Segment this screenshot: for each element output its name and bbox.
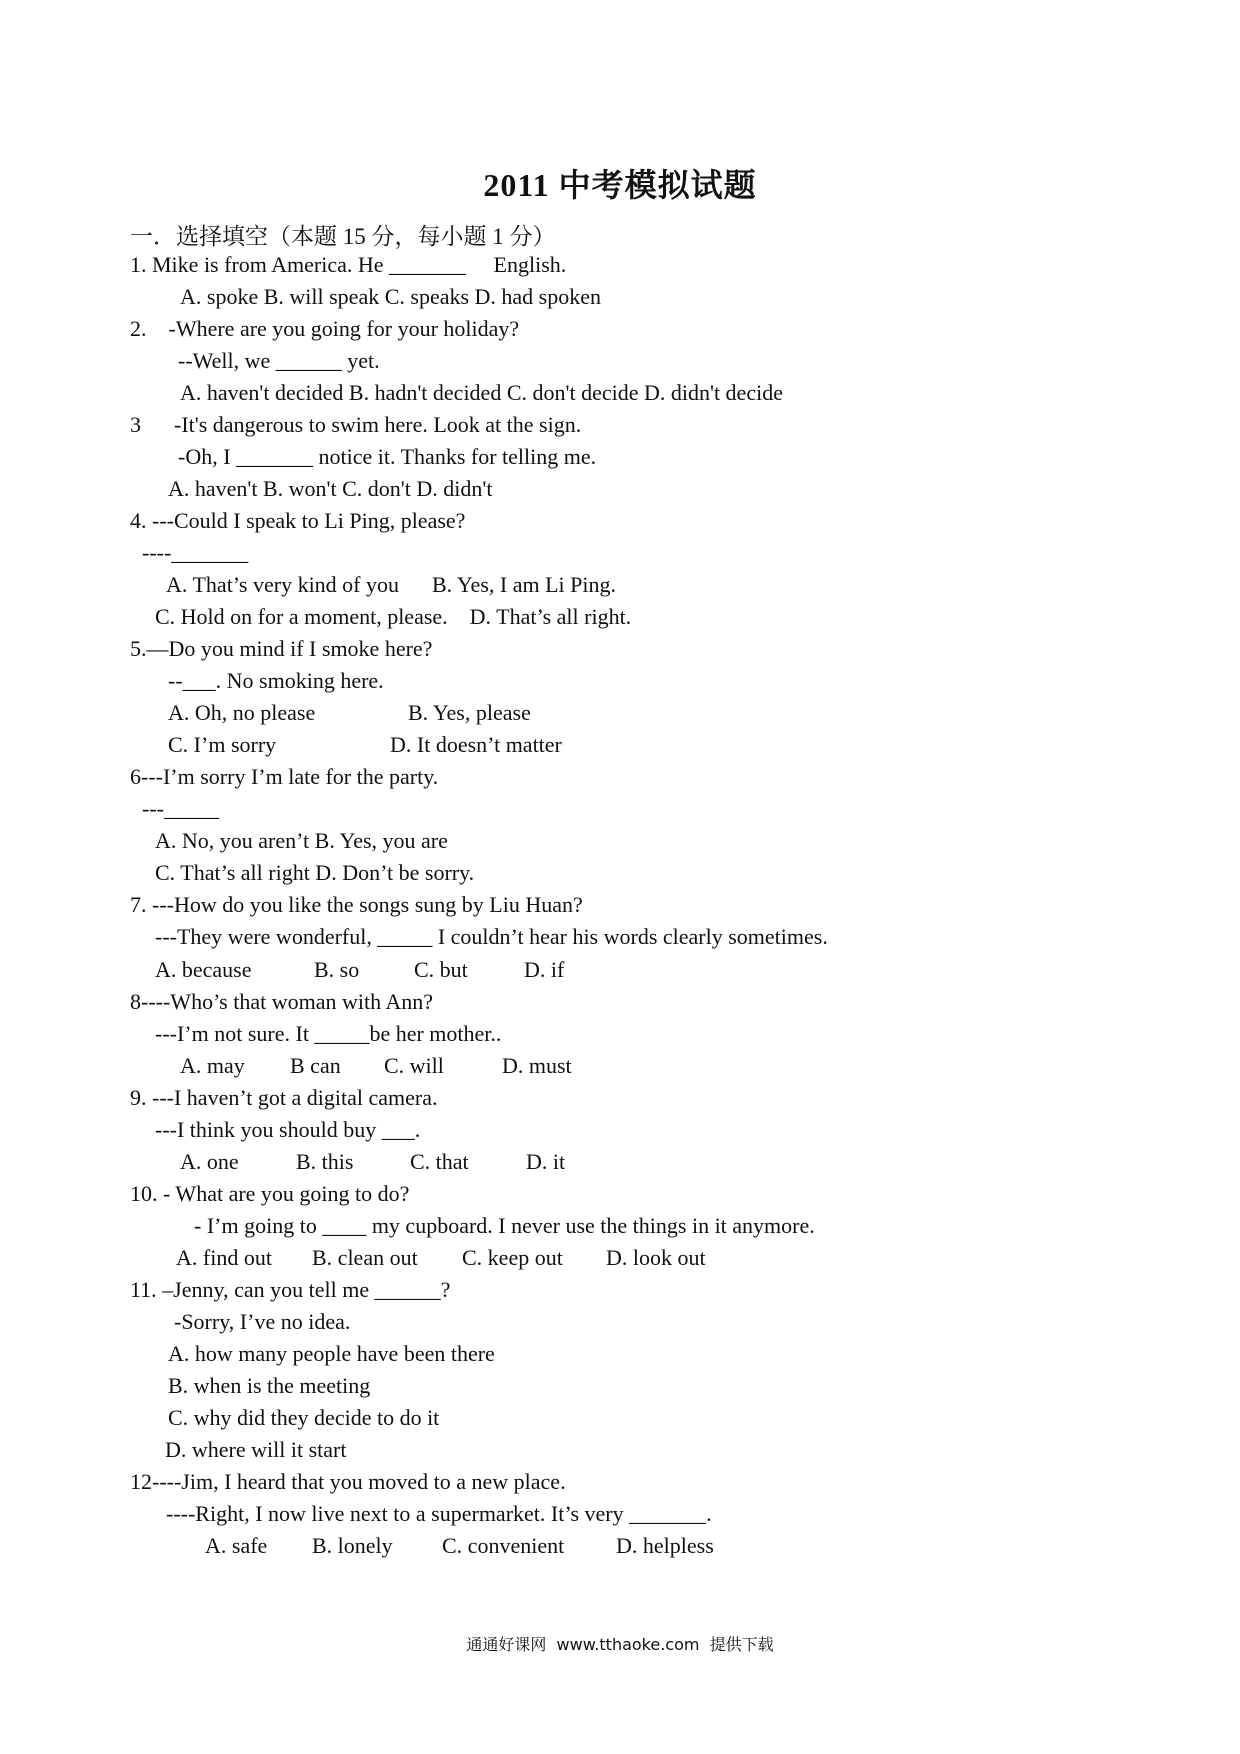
question-9-option-b: B. this [296,1149,354,1174]
question-9-option-d: D. it [526,1149,566,1174]
question-12-option-a: A. safe [205,1533,268,1558]
question-4-stem: 4. ---Could I speak to Li Ping, please? [130,508,466,533]
question-5-option-c: C. I’m sorry [168,732,277,757]
question-4-reply: ----_______ [142,540,249,565]
question-1-stem: 1. Mike is from America. He _______ English. [130,252,567,277]
question-7-option-c: C. but [414,957,468,982]
question-10-reply: - I’m going to ____ my cupboard. I never use the things in it anymore. [194,1213,815,1238]
question-5-reply: --___. No smoking here. [168,668,384,693]
question-8-reply: ---I’m not sure. It _____be her mother.. [155,1021,502,1046]
question-11-reply: -Sorry, I’ve no idea. [174,1309,351,1334]
page-title: 2011 中考模拟试题 [483,167,757,203]
question-11-stem: 11. –Jenny, can you tell me ______? [130,1277,451,1302]
section-heading: 一．选择填空（本题 15 分，每小题 1 分） [130,224,556,249]
question-10-option-b: B. clean out [312,1245,418,1270]
question-12-option-c: C. convenient [442,1533,565,1558]
question-7-option-b: B. so [314,957,360,982]
question-6-options-row2: C. That’s all right D. Don’t be sorry. [155,860,475,885]
question-9-reply: ---I think you should buy ___. [155,1117,421,1142]
question-10-option-c: C. keep out [462,1245,563,1270]
question-3-reply: -Oh, I _______ notice it. Thanks for telling me. [178,444,597,469]
question-2-stem: 2. -Where are you going for your holiday? [130,316,520,341]
question-12-reply: ----Right, I now live next to a supermarket. It’s very _______. [166,1501,712,1526]
question-11-option-a: A. how many people have been there [168,1341,495,1366]
question-11-option-b: B. when is the meeting [168,1373,371,1398]
question-4-options-row2: C. Hold on for a moment, please. D. That’s all right. [155,604,632,629]
question-10-stem: 10. - What are you going to do? [130,1181,410,1206]
question-12-option-d: D. helpless [616,1533,714,1558]
question-9-option-a: A. one [180,1149,239,1174]
question-9-option-c: C. that [410,1149,469,1174]
question-7-reply: ---They were wonderful, _____ I couldn’t hear his words clearly sometimes. [155,924,828,949]
question-6-options-row1: A. No, you aren’t B. Yes, you are [155,828,448,853]
question-8-option-a: A. may [180,1053,245,1078]
question-4-options-row1: A. That’s very kind of you B. Yes, I am Li Ping. [166,572,616,597]
question-5-stem: 5.—Do you mind if I smoke here? [130,636,433,661]
footer-credit: 通通好课网 www.tthaoke.com 提供下载 [466,1635,774,1654]
question-8-option-c: C. will [384,1053,444,1078]
question-11-option-d: D. where will it start [165,1437,347,1462]
question-5-option-b: B. Yes, please [408,700,531,725]
question-12-option-b: B. lonely [312,1533,393,1558]
question-7-stem: 7. ---How do you like the songs sung by Liu Huan? [130,892,583,917]
question-1-options: A. spoke B. will speak C. speaks D. had spoken [180,284,602,309]
question-10-option-a: A. find out [176,1245,272,1270]
question-2-reply: --Well, we ______ yet. [178,348,380,373]
question-6-reply: ---_____ [142,796,219,821]
question-5-option-d: D. It doesn’t matter [390,732,562,757]
question-2-options: A. haven't decided B. hadn't decided C. don't decide D. didn't decide [180,380,783,405]
question-7-option-a: A. because [155,957,252,982]
question-11-option-c: C. why did they decide to do it [168,1405,440,1430]
question-3-stem: 3 -It's dangerous to swim here. Look at the sign. [130,412,582,437]
question-7-option-d: D. if [524,957,565,982]
question-3-options: A. haven't B. won't C. don't D. didn't [168,476,493,501]
question-5-option-a: A. Oh, no please [168,700,316,725]
question-9-stem: 9. ---I haven’t got a digital camera. [130,1085,438,1110]
question-8-option-d: D. must [502,1053,572,1078]
question-6-stem: 6---I’m sorry I’m late for the party. [130,764,439,789]
question-8-option-b: B can [290,1053,341,1078]
question-12-stem: 12----Jim, I heard that you moved to a new place. [130,1469,566,1494]
question-10-option-d: D. look out [606,1245,706,1270]
question-8-stem: 8----Who’s that woman with Ann? [130,989,434,1014]
